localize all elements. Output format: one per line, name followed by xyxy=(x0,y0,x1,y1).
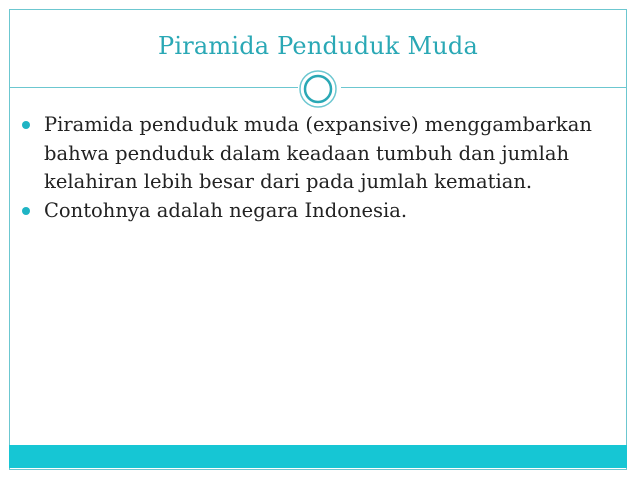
bullet-dot-icon xyxy=(22,121,30,129)
slide-body xyxy=(22,111,617,225)
bullet-text: Contohnya adalah negara Indonesia. xyxy=(44,198,408,222)
bullet-item xyxy=(22,197,617,226)
bottom-accent-bar xyxy=(9,445,627,468)
bullet-text: Piramida penduduk muda (expansive) menggambarkan bahwa penduduk dalam keadaan tumbuh dan jumlah kelahiran lebih besar dari pada jumlah kematian. xyxy=(44,113,592,193)
slide-title: Piramida Penduduk Muda xyxy=(158,32,478,60)
bullet-dot-icon xyxy=(22,207,30,215)
title-divider-left xyxy=(9,87,298,88)
circle-ornament-icon xyxy=(298,69,338,109)
title-divider-right xyxy=(341,87,627,88)
bullet-item xyxy=(22,111,617,197)
